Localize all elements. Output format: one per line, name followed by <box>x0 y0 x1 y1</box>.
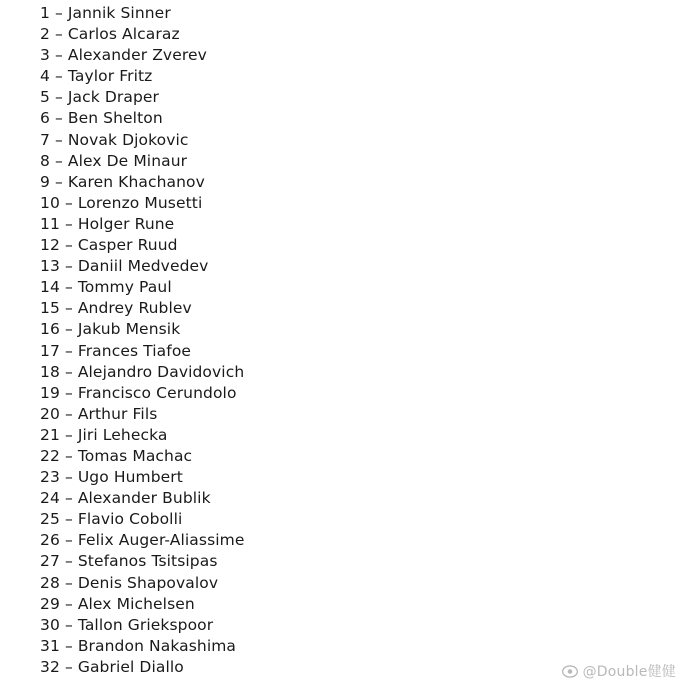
ranking-row: 20 – Arthur Fils <box>40 404 158 423</box>
ranking-row: 16 – Jakub Mensik <box>40 320 181 339</box>
ranking-row: 26 – Felix Auger-Aliassime <box>40 531 245 550</box>
ranking-row: 27 – Stefanos Tsitsipas <box>40 552 218 571</box>
ranking-row: 9 – Karen Khachanov <box>40 172 205 191</box>
ranking-row: 32 – Gabriel Diallo <box>40 657 184 676</box>
ranking-list <box>40 3 690 678</box>
ranking-row: 29 – Alex Michelsen <box>40 594 195 613</box>
ranking-row: 13 – Daniil Medvedev <box>40 257 209 276</box>
ranking-row: 4 – Taylor Fritz <box>40 67 153 86</box>
ranking-row: 11 – Holger Rune <box>40 214 175 233</box>
ranking-row: 12 – Casper Ruud <box>40 236 178 255</box>
ranking-row: 15 – Andrey Rublev <box>40 299 192 318</box>
ranking-row: 5 – Jack Draper <box>40 88 160 107</box>
ranking-row: 28 – Denis Shapovalov <box>40 573 219 592</box>
ranking-row: 25 – Flavio Cobolli <box>40 510 183 529</box>
ranking-row: 1 – Jannik Sinner <box>40 4 171 22</box>
ranking-row: 2 – Carlos Alcaraz <box>40 25 180 44</box>
ranking-row: 23 – Ugo Humbert <box>40 468 183 487</box>
ranking-row: 22 – Tomas Machac <box>40 446 193 465</box>
ranking-row: 31 – Brandon Nakashima <box>40 636 237 655</box>
watermark-text: @Double健健 <box>582 664 676 680</box>
watermark <box>562 661 676 681</box>
ranking-row: 19 – Francisco Cerundolo <box>40 383 237 402</box>
ranking-row: 8 – Alex De Minaur <box>40 151 188 170</box>
ranking-row: 6 – Ben Shelton <box>40 109 163 128</box>
ranking-row: 24 – Alexander Bublik <box>40 489 211 508</box>
ranking-row: 10 – Lorenzo Musetti <box>40 193 203 212</box>
ranking-row: 17 – Frances Tiafoe <box>40 341 192 360</box>
ranking-row: 3 – Alexander Zverev <box>40 46 207 65</box>
ranking-row: 18 – Alejandro Davidovich <box>40 362 245 381</box>
ranking-row: 21 – Jiri Lehecka <box>40 425 168 444</box>
ranking-row: 7 – Novak Djokovic <box>40 130 189 149</box>
weibo-eye-icon <box>562 665 578 678</box>
ranking-row: 30 – Tallon Griekspoor <box>40 615 214 634</box>
ranking-row: 14 – Tommy Paul <box>40 278 172 297</box>
